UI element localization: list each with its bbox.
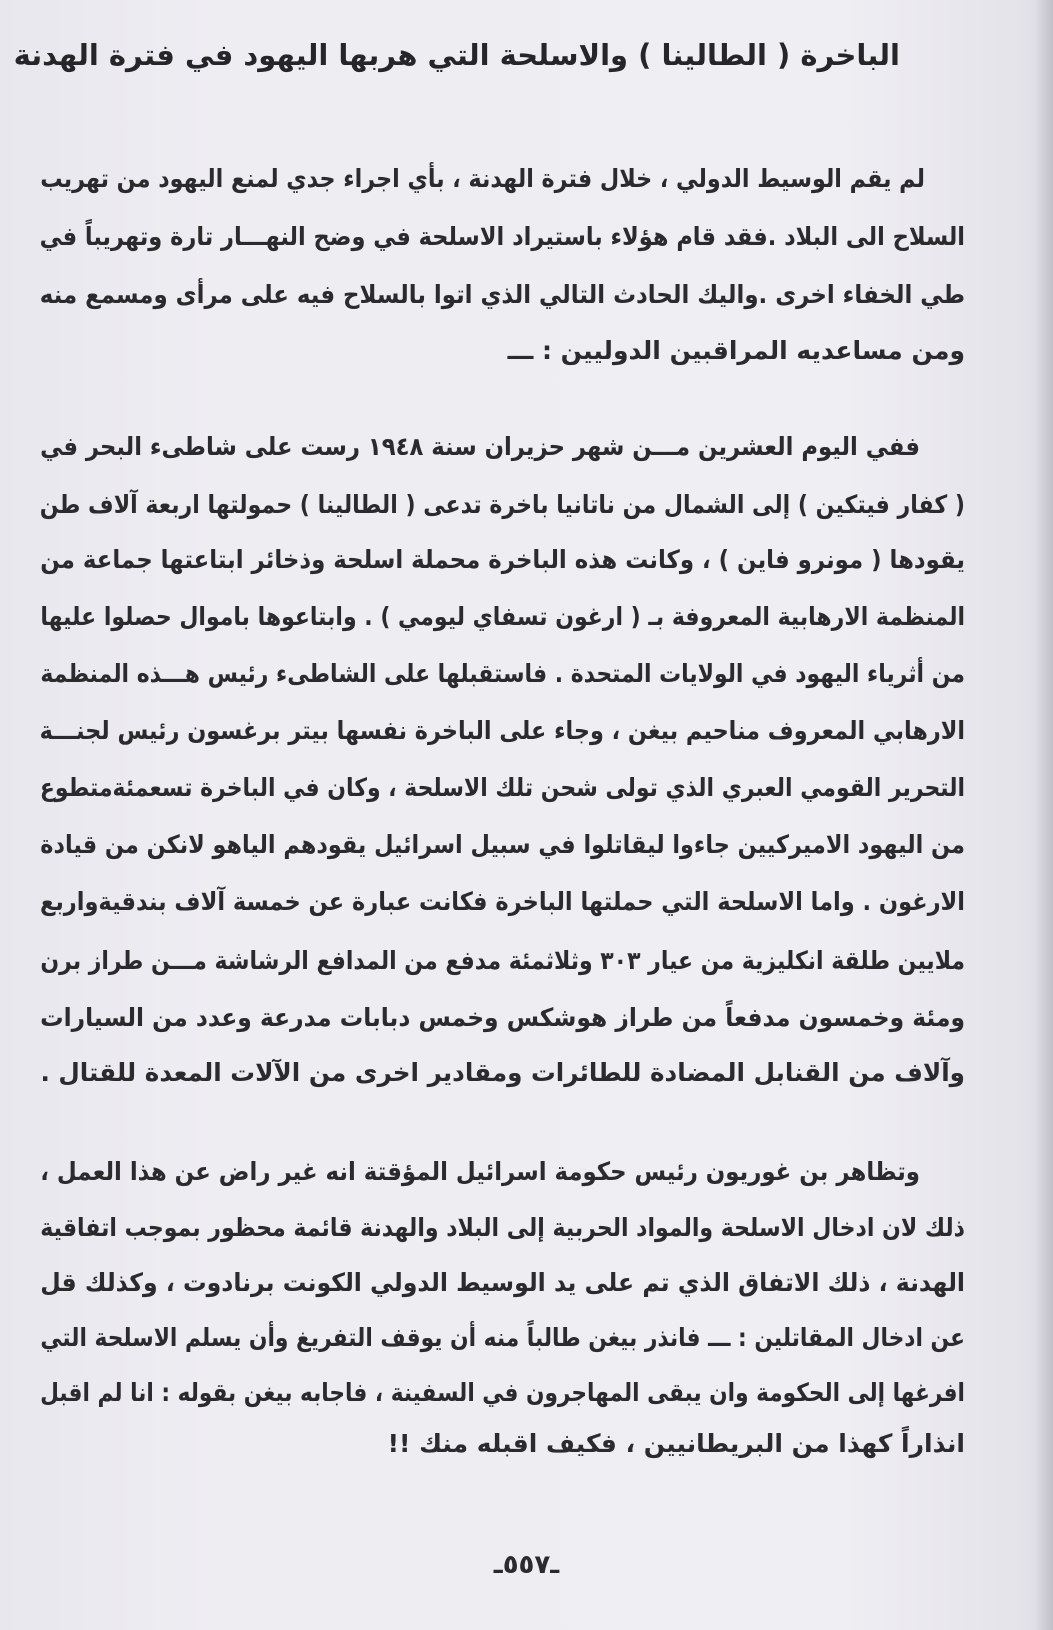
text-line: طي الخفاء اخرى .واليك الحادث التالي الذي اتوا بالسلاح فيه على مرأى ومسمع منه (39, 280, 965, 309)
text-line: المنظمة الارهابية المعروفة بـ ( ارغون تسفاي ليومي ) . وابتاعوها باموال حصلوا عليها (40, 602, 965, 631)
text-line: ومن مساعديه المراقبين الدوليين : ـــ (507, 336, 965, 365)
text-line: الارهابي المعروف مناحيم بيغن ، وجاء على الباخرة نفسها بيتر برغسون رئيس لجنـــة (39, 716, 965, 745)
text-line: الارغون . واما الاسلحة التي حملتها الباخرة فكانت عبارة عن خمسة آلاف بندقيةواربع (39, 887, 965, 916)
page-title: الباخرة ( الطالينا ) والاسلحة التي هربها اليهود في فترة الهدنة (13, 38, 900, 72)
text-line: ففي اليوم العشرين مـــن شهر حزيران سنة ١٩٤٨ رست على شاطىء البحر في (40, 432, 920, 461)
text-line: لم يقم الوسيط الدولي ، خلال فترة الهدنة ، بأي اجراء جدي لمنع اليهود من تهريب (40, 164, 925, 193)
page-number: ـ٥٥٧ـ (493, 1550, 560, 1580)
text-line: ومئة وخمسون مدفعاً من طراز هوشكس وخمس دبابات مدرعة وعدد من السيارات (40, 1003, 965, 1032)
text-line: انذاراً كهذا من البريطانيين ، فكيف اقبله منك !! (387, 1429, 965, 1458)
text-line: وآلاف من القنابل المضادة للطائرات ومقادير اخرى من الآلات المعدة للقتال . (40, 1058, 965, 1087)
text-line: ( كفار فيتكين ) إلى الشمال من ناتانيا باخرة تدعى ( الطالينا ) حمولتها اربعة آلاف طن (39, 490, 965, 519)
page-edge-shadow (1035, 0, 1053, 1630)
text-line: افرغها إلى الحكومة وان يبقى المهاجرون في السفينة ، فاجابه بيغن بقوله : انا لم اقبل (40, 1378, 965, 1407)
text-line: السلاح الى البلاد .فقد قام هؤلاء باستيراد الاسلحة في وضح النهـــار تارة وتهريباً في (39, 222, 965, 251)
text-line: عن ادخال المقاتلين : ـــ فانذر بيغن طالباً منه أن يوقف التفريغ وأن يسلم الاسلحة التي (40, 1323, 965, 1352)
text-line: من أثرياء اليهود في الولايات المتحدة . فاستقبلها على الشاطىء رئيس هـــذه المنظمة (40, 659, 965, 688)
text-line: وتظاهر بن غوريون رئيس حكومة اسرائيل المؤقتة انه غير راض عن هذا العمل ، (40, 1157, 920, 1186)
text-line: الهدنة ، ذلك الاتفاق الذي تم على يد الوسيط الدولي الكونت برنادوت ، وكذلك قل (40, 1268, 965, 1297)
text-line: التحرير القومي العبري الذي تولى شحن تلك الاسلحة ، وكان في الباخرة تسعمئةمتطوع (39, 773, 966, 802)
text-line: يقودها ( مونرو فاين ) ، وكانت هذه الباخرة محملة اسلحة وذخائر ابتاعتها جماعة من (40, 545, 965, 574)
text-line: ملايين طلقة انكليزية من عيار ٣٠٣ وثلاثمئة مدفع من المدافع الرشاشة مـــن طراز برن (40, 946, 965, 975)
text-line: ذلك لان ادخال الاسلحة والمواد الحربية إلى البلاد والهدنة قائمة محظور بموجب اتفاقية (40, 1213, 966, 1242)
text-line: من اليهود الاميركيين جاءوا ليقاتلوا في سبيل اسرائيل يقودهم الياهو لانكن من قيادة (40, 830, 965, 859)
